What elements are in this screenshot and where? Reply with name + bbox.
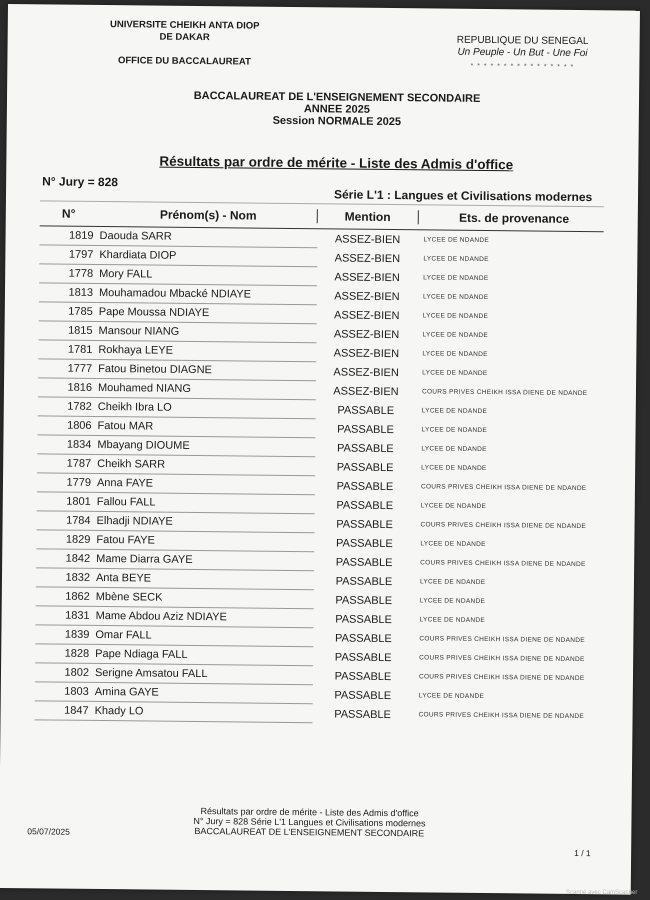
column-header-number: N° [61, 206, 76, 221]
row-mention: ASSEZ-BIEN [334, 270, 400, 284]
row-number: 1797 [39, 245, 97, 265]
exam-title-line1: BACCALAUREAT DE L'ENSEIGNEMENT SECONDAIRE [193, 89, 481, 105]
row-name: Mouhamadou Mbacké NDIAYE [97, 284, 317, 305]
row-name: Pape Ndiaga FALL [93, 645, 313, 666]
row-number: 1779 [37, 473, 95, 493]
row-name: Mory FALL [97, 265, 317, 286]
decorative-dots: * * * * * * * * * * * * * * * * [470, 62, 575, 71]
row-mention: PASSABLE [334, 707, 391, 721]
row-name: Serigne Amsatou FALL [93, 664, 313, 685]
row-mention: ASSEZ-BIEN [334, 289, 400, 303]
row-mention: PASSABLE [337, 422, 394, 436]
row-name: Fallou FALL [95, 493, 315, 514]
row-school: LYCEE DE NDANDE [419, 616, 486, 625]
row-mention: PASSABLE [335, 536, 393, 550]
page-number: 1 / 1 [574, 847, 591, 859]
row-mention: ASSEZ-BIEN [333, 308, 400, 322]
row-name: Elhadji NDIAYE [94, 512, 314, 533]
row-number: 1815 [38, 321, 96, 341]
row-name: Mansour NIANG [96, 322, 316, 343]
row-mention: PASSABLE [337, 403, 395, 417]
row-mention: PASSABLE [336, 517, 393, 531]
row-number: 1801 [37, 492, 95, 512]
row-name: Mouhamed NIANG [96, 379, 316, 400]
republic-name: REPUBLIQUE DU SENEGAL [456, 34, 589, 48]
row-school: LYCEE DE NDANDE [419, 578, 486, 587]
office-name: OFFICE DU BACCALAUREAT [117, 55, 251, 68]
row-mention: PASSABLE [334, 688, 392, 702]
row-name: Cheikh Ibra LO [96, 398, 316, 419]
row-school: LYCEE DE NDANDE [422, 369, 488, 378]
row-mention: ASSEZ-BIEN [333, 365, 399, 379]
row-school: COURS PRIVES CHEIKH ISSA DIENE DE NDANDE [419, 635, 585, 645]
serie-label: Série L'1 : Langues et Civilisations modernes [333, 187, 593, 205]
row-number: 1839 [35, 625, 93, 645]
row-number: 1787 [37, 454, 95, 474]
row-school: COURS PRIVES CHEIKH ISSA DIENE DE NDANDE [420, 483, 587, 493]
row-number: 1829 [36, 530, 94, 550]
row-school: LYCEE DE NDANDE [422, 293, 489, 302]
row-number: 1828 [35, 644, 93, 664]
row-number: 1813 [39, 283, 97, 303]
results-table [35, 200, 604, 726]
row-name: Pape Moussa NDIAYE [97, 303, 317, 324]
footer-line2: N° Jury = 828 Série L'1 Langues et Civilisations modernes [193, 815, 426, 829]
row-mention: PASSABLE [336, 460, 394, 474]
republic-header [437, 35, 607, 75]
row-mention: PASSABLE [336, 498, 394, 512]
row-school: LYCEE DE NDANDE [420, 502, 487, 511]
row-mention: PASSABLE [334, 650, 392, 664]
row-school: COURS PRIVES CHEIKH ISSA DIENE DE NDANDE [418, 673, 585, 683]
row-number: 1785 [39, 302, 97, 322]
row-name: Mame Abdou Aziz NDIAYE [93, 607, 313, 628]
row-mention: PASSABLE [335, 593, 393, 607]
row-mention: ASSEZ-BIEN [333, 346, 400, 360]
row-school: LYCEE DE NDANDE [418, 692, 485, 701]
row-school: LYCEE DE NDANDE [419, 597, 486, 606]
row-name: Khardiata DIOP [97, 246, 317, 267]
row-name: Amina GAYE [93, 683, 313, 704]
row-school: LYCEE DE NDANDE [422, 331, 489, 340]
row-mention: PASSABLE [335, 612, 392, 626]
university-header [99, 19, 269, 69]
row-mention: PASSABLE [336, 479, 394, 493]
row-number: 1777 [38, 359, 96, 379]
row-number: 1832 [36, 568, 94, 588]
row-number: 1778 [39, 264, 97, 284]
row-number: 1803 [35, 682, 93, 702]
row-school: COURS PRIVES CHEIKH ISSA DIENE DE NDANDE [420, 521, 587, 531]
row-name: Anta BEYE [94, 569, 314, 590]
column-header-name: Prénom(s) - Nom [159, 207, 257, 223]
footer-summary [159, 806, 459, 839]
row-mention: ASSEZ-BIEN [333, 384, 399, 398]
row-mention: ASSEZ-BIEN [334, 251, 401, 265]
table-body [35, 226, 604, 726]
row-name: Fatou FAYE [94, 531, 314, 552]
row-name: Omar FALL [93, 626, 313, 647]
row-number: 1816 [38, 378, 96, 398]
row-number: 1784 [36, 511, 94, 531]
exam-title [157, 90, 517, 130]
row-number: 1842 [36, 549, 94, 569]
row-school: LYCEE DE NDANDE [420, 540, 486, 549]
row-school: LYCEE DE NDANDE [421, 445, 487, 454]
exam-year: ANNEE 2025 [303, 103, 370, 116]
row-name: Rokhaya LEYE [96, 341, 316, 362]
row-name: Mbène SECK [94, 588, 314, 609]
row-number: 1806 [37, 416, 95, 436]
document-page [0, 4, 640, 895]
row-mention: PASSABLE [334, 669, 392, 683]
footer-line1: Résultats par ordre de mérite - Liste des Admis d'office [200, 806, 419, 819]
row-number: 1781 [38, 340, 96, 360]
row-name: Mame Diarra GAYE [94, 550, 314, 571]
row-school: LYCEE DE NDANDE [421, 464, 487, 473]
national-motto: Un Peuple - Un But - Une Foi [457, 46, 588, 60]
footer-date: 05/07/2025 [27, 826, 70, 837]
row-school: LYCEE DE NDANDE [421, 426, 488, 435]
row-school: COURS PRIVES CHEIKH ISSA DIENE DE NDANDE [418, 711, 585, 721]
exam-session: Session NORMALE 2025 [272, 114, 402, 129]
row-school: LYCEE DE NDANDE [422, 312, 489, 321]
row-number: 1819 [39, 226, 97, 246]
row-school: LYCEE DE NDANDE [423, 255, 489, 264]
row-name: Mbayang DIOUME [95, 436, 315, 457]
university-city: DE DAKAR [159, 31, 210, 44]
column-header-mention: Mention [317, 209, 419, 224]
jury-number: N° Jury = 828 [42, 174, 119, 190]
row-name: Fatou MAR [95, 417, 315, 438]
row-school: COURS PRIVES CHEIKH ISSA DIENE DE NDANDE [420, 559, 586, 569]
row-name: Anna FAYE [95, 474, 315, 495]
row-mention: ASSEZ-BIEN [334, 232, 401, 246]
row-mention: PASSABLE [334, 631, 392, 645]
row-number: 1782 [38, 397, 96, 417]
scanner-watermark: Scanné avec CamScanner [566, 890, 638, 896]
row-school: LYCEE DE NDANDE [422, 350, 488, 359]
row-name: Cheikh SARR [95, 455, 315, 476]
row-name: Khady LO [92, 702, 312, 723]
row-number: 1862 [36, 587, 94, 607]
university-name: UNIVERSITE CHEIKH ANTA DIOP [109, 19, 260, 32]
row-mention: PASSABLE [335, 555, 393, 569]
column-header-school: Ets. de provenance [459, 210, 570, 226]
row-number: 1834 [37, 435, 95, 455]
page-footer [0, 804, 632, 871]
row-school: COURS PRIVES CHEIKH ISSA DIENE DE NDANDE [419, 654, 585, 664]
row-school: LYCEE DE NDANDE [423, 236, 490, 245]
row-mention: PASSABLE [335, 574, 393, 588]
row-number: 1831 [35, 606, 93, 626]
row-school: LYCEE DE NDANDE [423, 274, 489, 283]
row-school: LYCEE DE NDANDE [421, 407, 488, 416]
row-name: Daouda SARR [97, 227, 317, 248]
row-number: 1847 [35, 701, 93, 721]
row-school: COURS PRIVES CHEIKH ISSA DIENE DE NDANDE [421, 388, 588, 398]
results-title: Résultats par ordre de mérite - Liste des Admis d'office [159, 153, 514, 173]
row-number: 1802 [35, 663, 93, 683]
footer-line3: BACCALAUREAT DE L'ENSEIGNEMENT SECONDAIRE [194, 825, 425, 839]
row-mention: ASSEZ-BIEN [333, 327, 400, 341]
row-name: Fatou Binetou DIAGNE [96, 360, 316, 381]
row-mention: PASSABLE [336, 441, 394, 455]
